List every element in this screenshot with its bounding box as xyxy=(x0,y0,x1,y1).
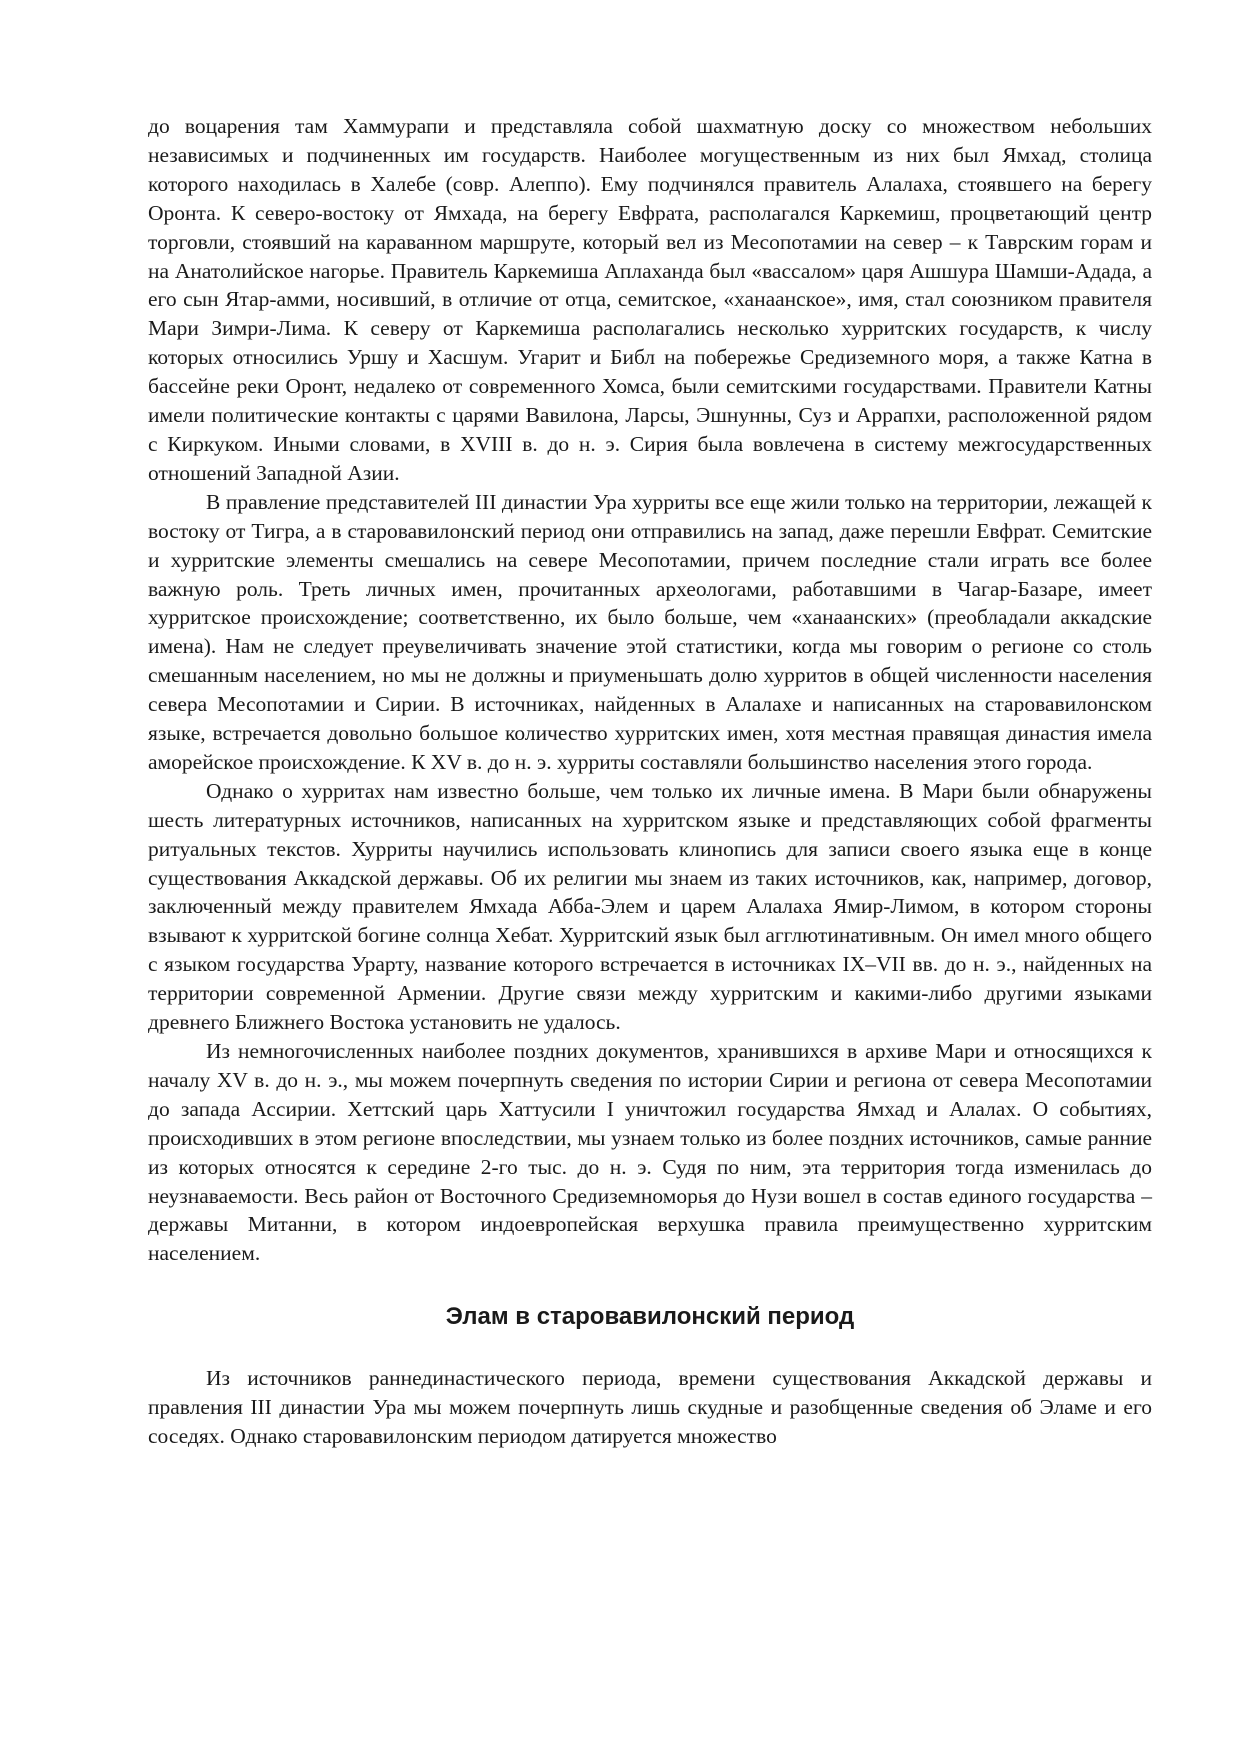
paragraph-1: до воцарения там Хаммурапи и представляла собой шахматную доску со множеством небольших независимых и подчиненных им государств. Наиболее могущественным из них был Ямхад, столица которого находилась в Халебе (совр. Алеппо). Ему подчинялся правитель Алалаха, стоявшего на берегу Оронта. К северо-востоку от Ямхада, на берегу Евфрата, располагался Каркемиш, процветающий центр торговли, стоявший на караванном маршруте, который вел из Месопотамии на север – к Таврским горам и на Анатолийское нагорье. Правитель Каркемиша Аплаханда был «вассалом» царя Ашшура Шамши-Адада, а его сын Ятар-амми, носивший, в отличие от отца, семитское, «ханаанское», имя, стал союзником правителя Мари Зимри-Лима. К северу от Каркемиша располагались несколько хурритских государств, к числу которых относились Уршу и Хасшум. Угарит и Библ на побережье Средиземного моря, а также Катна в бассейне реки Оронт, недалеко от современного Хомса, были семитскими государствами. Правители Катны имели политические контакты с царями Вавилона, Ларсы, Эшнунны, Суз и Аррапхи, расположенной рядом с Киркуком. Иными словами, в XVIII в. до н. э. Сирия была вовлечена в систему межгосударственных отношений Западной Азии. xyxy=(148,114,1152,485)
document-page xyxy=(148,112,1152,1451)
paragraph-2: В правление представителей III династии Ура хурриты все еще жили только на территории, лежащей к востоку от Тигра, а в старовавилонский период они отправились на запад, даже перешли Евфрат. Семитские и хурритские элементы смешались на севере Месопотамии, причем последние стали играть все более важную роль. Треть личных имен, прочитанных археологами, работавшими в Чагар-Базаре, имеет хурритское происхождение; соответственно, их было больше, чем «ханаанских» (преобладали аккадские имена). Нам не следует преувеличивать значение этой статистики, когда мы говорим о регионе со столь смешанным населением, но мы не должны и приуменьшать долю хурритов в общей численности населения севера Месопотамии и Сирии. В источниках, найденных в Алалахе и написанных на старовавилонском языке, встречается довольно большое количество хурритских имен, хотя местная правящая династия имела аморейское происхождение. К XV в. до н. э. хурриты составляли большинство населения этого города. xyxy=(148,489,1152,774)
paragraph-4: Из немногочисленных наиболее поздних документов, хранившихся в архиве Мари и относящихся к началу XV в. до н. э., мы можем почерпнуть сведения по истории Сирии и региона от севера Месопотамии до запада Ассирии. Хеттский царь Хаттусили I уничтожил государства Ямхад и Алалах. О событиях, происходивших в этом регионе впоследствии, мы узнаем только из более поздних источников, самые ранние из которых относятся к середине 2-го тыс. до н. э. Судя по ним, эта территория тогда изменилась до неузнаваемости. Весь район от Восточного Средиземноморья до Нузи вошел в состав единого государства – державы Митанни, в котором индоевропейская верхушка правила преимущественно хурритским населением. xyxy=(148,1039,1152,1266)
paragraph-5: Из источников раннединастического периода, времени существования Аккадской державы и правления III династии Ура мы можем почерпнуть лишь скудные и разобщенные сведения об Эламе и его соседях. Однако старовавилонским периодом датируется множество xyxy=(148,1366,1152,1449)
section-heading: Элам в старовавилонский период xyxy=(445,1303,855,1331)
paragraph-3: Однако о хурритах нам известно больше, чем только их личные имена. В Мари были обнаружены шесть литературных источников, написанных на хурритском языке и представляющих собой фрагменты ритуальных текстов. Хурриты научились использовать клинопись для записи своего языка еще в конце существования Аккадской державы. Об их религии мы знаем из таких источников, как, например, договор, заключенный между правителем Ямхада Абба-Элем и царем Алалаха Ямир-Лимом, в котором стороны взывают к хурритской богине солнца Хебат. Хурритский язык был агглютинативным. Он имел много общего с языком государства Урарту, название которого встречается в источниках IX–VII вв. до н. э., найденных на территории современной Армении. Другие связи между хурритским и какими-либо другими языками древнего Ближнего Востока установить не удалось. xyxy=(148,778,1152,1035)
